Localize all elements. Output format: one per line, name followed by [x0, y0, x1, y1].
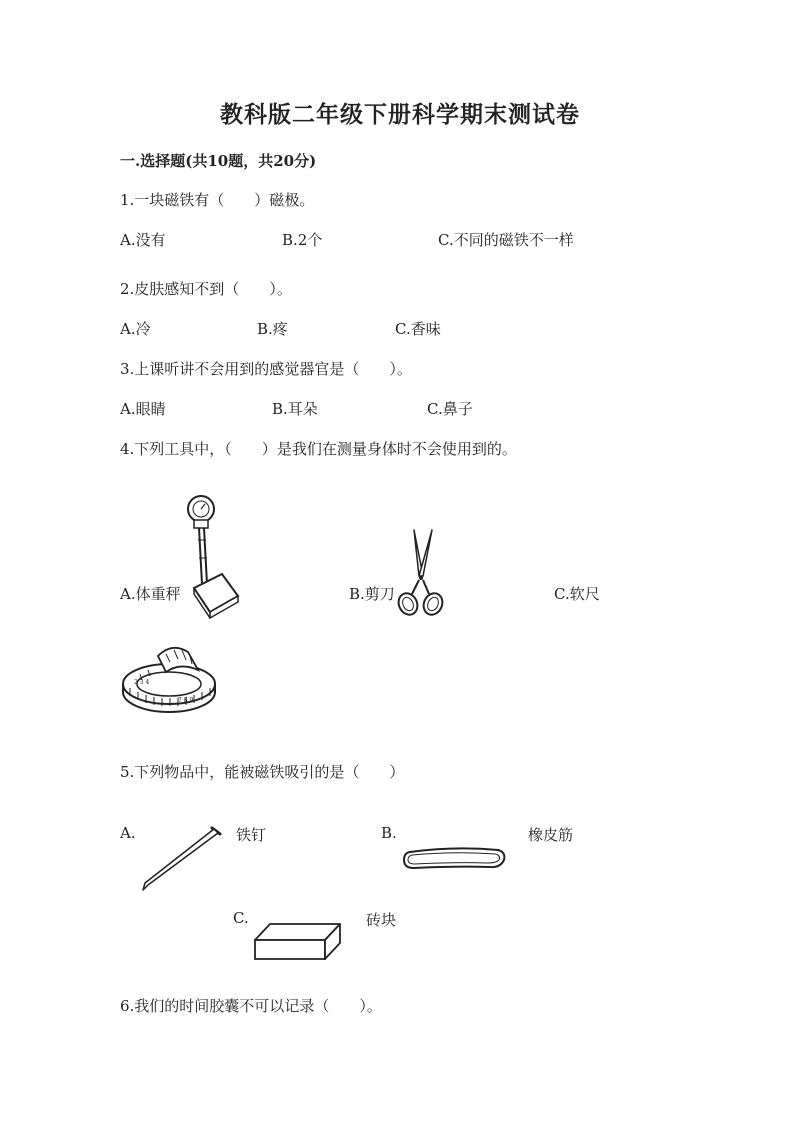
- question-5: 5.下列物品中，能被磁铁吸引的是（ ）: [120, 763, 405, 781]
- rubber-band-image: [400, 846, 510, 872]
- q5-option-b-label[interactable]: 橡皮筋: [528, 826, 574, 844]
- iron-nail-image: [140, 822, 222, 892]
- q4-option-a[interactable]: A.体重秤: [120, 585, 181, 603]
- q1-option-b[interactable]: B.2个: [282, 231, 323, 249]
- question-4: 4.下列工具中，（ ）是我们在测量身体时不会使用到的。: [120, 440, 517, 458]
- brick-image: [252, 920, 344, 962]
- page-title: 教科版二年级下册科学期末测试卷: [220, 101, 580, 128]
- q2-option-a[interactable]: A.冷: [120, 320, 151, 338]
- svg-text:7 8 9: 7 8 9: [178, 697, 194, 704]
- question-6: 6.我们的时间胶囊不可以记录（ ）。: [120, 997, 382, 1015]
- q1-option-c[interactable]: C.不同的磁铁不一样: [438, 231, 574, 249]
- q4-option-c[interactable]: C.软尺: [554, 585, 600, 603]
- q4-option-b[interactable]: B.剪刀: [349, 585, 395, 603]
- q3-option-a[interactable]: A.眼睛: [120, 400, 166, 418]
- q3-option-b[interactable]: B.耳朵: [272, 400, 318, 418]
- svg-text:2 3 4: 2 3 4: [134, 679, 150, 686]
- tape-measure-image: [120, 640, 218, 718]
- q5-option-c-letter[interactable]: C.: [233, 909, 249, 927]
- q5-option-c-label[interactable]: 砖块: [366, 911, 397, 929]
- scale-image: [180, 492, 250, 622]
- q3-option-c[interactable]: C.鼻子: [427, 400, 473, 418]
- q2-option-c[interactable]: C.香味: [395, 320, 441, 338]
- question-1: 1.一块磁铁有（ ）磁极。: [120, 191, 315, 209]
- question-3: 3.上课听讲不会用到的感觉器官是（ ）。: [120, 360, 412, 378]
- q5-option-a-letter[interactable]: A.: [120, 824, 136, 842]
- q5-option-a-label[interactable]: 铁钉: [236, 826, 267, 844]
- section-heading: 一.选择题(共10题，共20分): [120, 152, 317, 170]
- question-2: 2.皮肤感知不到（ ）。: [120, 280, 292, 298]
- scissors-image: [396, 526, 446, 621]
- q2-option-b[interactable]: B.疼: [257, 320, 288, 338]
- q5-option-b-letter[interactable]: B.: [381, 824, 397, 842]
- q1-option-a[interactable]: A.没有: [120, 231, 166, 249]
